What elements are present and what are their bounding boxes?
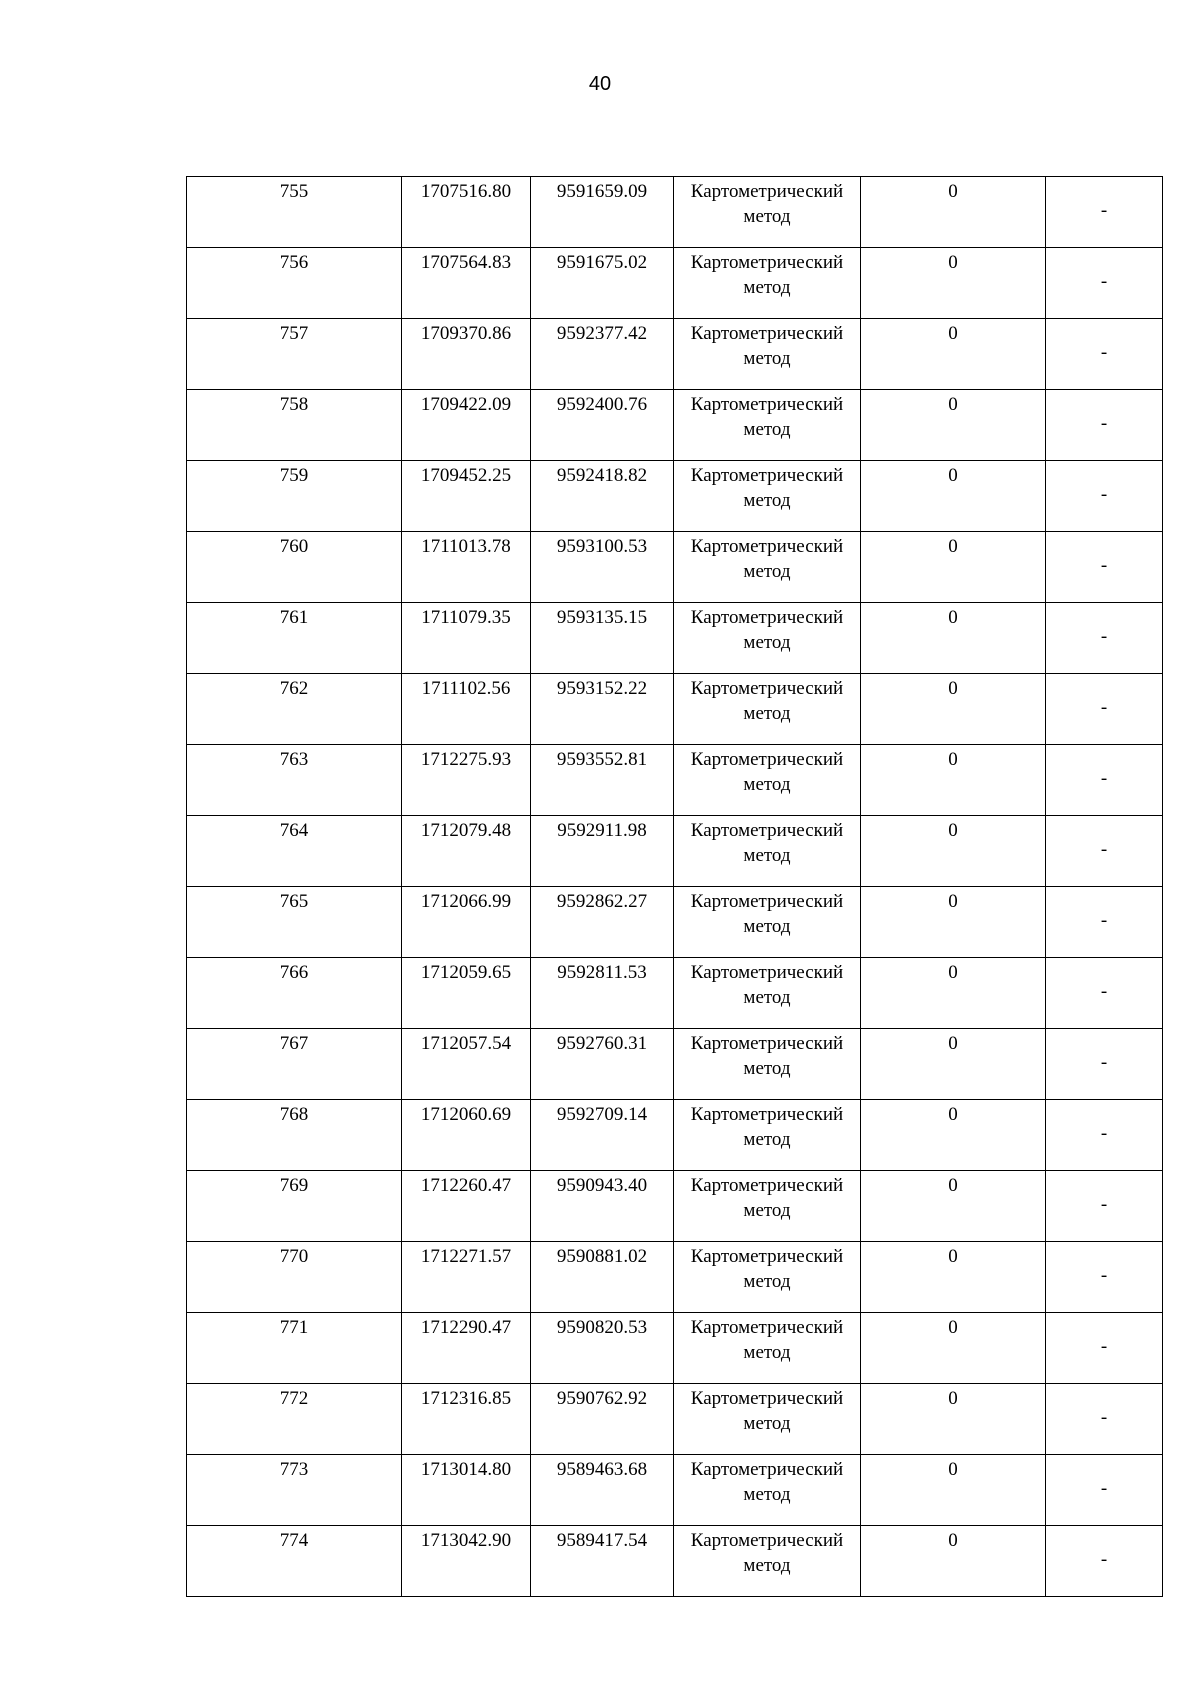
cell-text-n: 764 — [279, 820, 309, 841]
error-cell — [861, 1313, 1046, 1384]
cell-text-y: 9592760.31 — [556, 1033, 648, 1054]
cell-text-x: 1709370.86 — [420, 323, 512, 344]
point-number-cell — [187, 1242, 402, 1313]
point-number-cell — [187, 461, 402, 532]
cell-text-x: 1712066.99 — [420, 891, 512, 912]
table-row — [187, 887, 1163, 958]
table-row — [187, 1100, 1163, 1171]
method-cell — [674, 1242, 861, 1313]
point-number-cell — [187, 1171, 402, 1242]
x-coordinate-cell — [402, 177, 531, 248]
error-cell — [861, 248, 1046, 319]
x-coordinate-cell — [402, 319, 531, 390]
table-row — [187, 1313, 1163, 1384]
table-row — [187, 390, 1163, 461]
point-number-cell — [187, 887, 402, 958]
y-coordinate-cell — [531, 1100, 674, 1171]
cell-text-error: 0 — [948, 1175, 958, 1196]
cell-text-error: 0 — [948, 1104, 958, 1125]
cell-text-method: Картометрический метод — [690, 536, 844, 582]
method-cell — [674, 816, 861, 887]
cell-text-y: 9590943.40 — [556, 1175, 648, 1196]
cell-text-error: 0 — [948, 465, 958, 486]
point-number-cell — [187, 532, 402, 603]
cell-text-method: Картометрический метод — [690, 607, 844, 653]
x-coordinate-cell — [402, 958, 531, 1029]
cell-text-x: 1712290.47 — [420, 1317, 512, 1338]
cell-text-note: - — [1100, 1264, 1108, 1286]
cell-text-error: 0 — [948, 394, 958, 415]
method-cell — [674, 1384, 861, 1455]
cell-text-note: - — [1100, 980, 1108, 1002]
table-row — [187, 958, 1163, 1029]
cell-text-x: 1709452.25 — [420, 465, 512, 486]
cell-text-y: 9592418.82 — [556, 465, 648, 486]
note-cell — [1046, 1100, 1163, 1171]
method-cell — [674, 1100, 861, 1171]
note-cell — [1046, 532, 1163, 603]
cell-text-n: 755 — [279, 181, 309, 202]
cell-text-method: Картометрический метод — [690, 820, 844, 866]
cell-text-x: 1712260.47 — [420, 1175, 512, 1196]
y-coordinate-cell — [531, 674, 674, 745]
point-number-cell — [187, 1100, 402, 1171]
cell-text-n: 766 — [279, 962, 309, 983]
cell-text-method: Картометрический метод — [690, 1033, 844, 1079]
x-coordinate-cell — [402, 461, 531, 532]
error-cell — [861, 603, 1046, 674]
x-coordinate-cell — [402, 745, 531, 816]
cell-text-y: 9593552.81 — [556, 749, 648, 770]
cell-text-y: 9591675.02 — [556, 252, 648, 273]
table-row — [187, 1526, 1163, 1597]
x-coordinate-cell — [402, 1100, 531, 1171]
method-cell — [674, 1171, 861, 1242]
table-row — [187, 532, 1163, 603]
method-cell — [674, 1455, 861, 1526]
error-cell — [861, 674, 1046, 745]
cell-text-error: 0 — [948, 1459, 958, 1480]
y-coordinate-cell — [531, 816, 674, 887]
cell-text-x: 1709422.09 — [420, 394, 512, 415]
error-cell — [861, 816, 1046, 887]
cell-text-y: 9590820.53 — [556, 1317, 648, 1338]
y-coordinate-cell — [531, 461, 674, 532]
point-number-cell — [187, 1029, 402, 1100]
cell-text-n: 767 — [279, 1033, 309, 1054]
cell-text-method: Картометрический метод — [690, 252, 844, 298]
method-cell — [674, 390, 861, 461]
cell-text-y: 9592811.53 — [557, 962, 647, 983]
cell-text-x: 1712079.48 — [420, 820, 512, 841]
cell-text-error: 0 — [948, 536, 958, 557]
error-cell — [861, 1384, 1046, 1455]
cell-text-n: 762 — [279, 678, 309, 699]
cell-text-x: 1712060.69 — [420, 1104, 512, 1125]
cell-text-n: 763 — [279, 749, 309, 770]
y-coordinate-cell — [531, 1455, 674, 1526]
cell-text-method: Картометрический метод — [690, 1175, 844, 1221]
point-number-cell — [187, 958, 402, 1029]
y-coordinate-cell — [531, 1171, 674, 1242]
cell-text-note: - — [1100, 199, 1108, 221]
cell-text-method: Картометрический метод — [690, 962, 844, 1008]
cell-text-y: 9589417.54 — [556, 1530, 648, 1551]
cell-text-y: 9593135.15 — [556, 607, 648, 628]
cell-text-n: 769 — [279, 1175, 309, 1196]
y-coordinate-cell — [531, 603, 674, 674]
cell-text-x: 1713042.90 — [420, 1530, 512, 1551]
coordinates-table — [186, 176, 1163, 1597]
cell-text-note: - — [1100, 270, 1108, 292]
cell-text-error: 0 — [948, 1246, 958, 1267]
cell-text-n: 773 — [279, 1459, 309, 1480]
cell-text-x: 1711102.56 — [421, 678, 511, 699]
point-number-cell — [187, 1384, 402, 1455]
cell-text-y: 9592709.14 — [556, 1104, 648, 1125]
x-coordinate-cell — [402, 816, 531, 887]
note-cell — [1046, 177, 1163, 248]
note-cell — [1046, 1171, 1163, 1242]
cell-text-note: - — [1100, 1548, 1108, 1570]
error-cell — [861, 390, 1046, 461]
y-coordinate-cell — [531, 887, 674, 958]
cell-text-note: - — [1100, 483, 1108, 505]
table-row — [187, 1242, 1163, 1313]
cell-text-x: 1711013.78 — [421, 536, 511, 557]
point-number-cell — [187, 603, 402, 674]
note-cell — [1046, 1313, 1163, 1384]
y-coordinate-cell — [531, 958, 674, 1029]
x-coordinate-cell — [402, 1242, 531, 1313]
note-cell — [1046, 1384, 1163, 1455]
note-cell — [1046, 816, 1163, 887]
point-number-cell — [187, 177, 402, 248]
cell-text-n: 770 — [279, 1246, 309, 1267]
note-cell — [1046, 319, 1163, 390]
note-cell — [1046, 958, 1163, 1029]
point-number-cell — [187, 816, 402, 887]
table-row — [187, 674, 1163, 745]
cell-text-y: 9592377.42 — [556, 323, 648, 344]
cell-text-error: 0 — [948, 1317, 958, 1338]
cell-text-note: - — [1100, 696, 1108, 718]
method-cell — [674, 248, 861, 319]
x-coordinate-cell — [402, 674, 531, 745]
x-coordinate-cell — [402, 1029, 531, 1100]
cell-text-n: 756 — [279, 252, 309, 273]
cell-text-x: 1712316.85 — [420, 1388, 512, 1409]
cell-text-y: 9593100.53 — [556, 536, 648, 557]
cell-text-y: 9589463.68 — [556, 1459, 648, 1480]
y-coordinate-cell — [531, 745, 674, 816]
cell-text-x: 1711079.35 — [421, 607, 511, 628]
x-coordinate-cell — [402, 603, 531, 674]
cell-text-method: Картометрический метод — [690, 465, 844, 511]
note-cell — [1046, 390, 1163, 461]
cell-text-y: 9593152.22 — [556, 678, 648, 699]
note-cell — [1046, 1242, 1163, 1313]
point-number-cell — [187, 674, 402, 745]
x-coordinate-cell — [402, 1455, 531, 1526]
cell-text-method: Картометрический метод — [690, 1246, 844, 1292]
cell-text-note: - — [1100, 767, 1108, 789]
cell-text-x: 1712271.57 — [420, 1246, 512, 1267]
error-cell — [861, 319, 1046, 390]
cell-text-n: 772 — [279, 1388, 309, 1409]
x-coordinate-cell — [402, 1171, 531, 1242]
note-cell — [1046, 1029, 1163, 1100]
table-row — [187, 1455, 1163, 1526]
point-number-cell — [187, 1526, 402, 1597]
y-coordinate-cell — [531, 390, 674, 461]
cell-text-y: 9590762.92 — [556, 1388, 648, 1409]
cell-text-x: 1707516.80 — [420, 181, 512, 202]
x-coordinate-cell — [402, 532, 531, 603]
cell-text-n: 765 — [279, 891, 309, 912]
x-coordinate-cell — [402, 887, 531, 958]
y-coordinate-cell — [531, 1313, 674, 1384]
cell-text-method: Картометрический метод — [690, 1530, 844, 1576]
method-cell — [674, 674, 861, 745]
cell-text-n: 757 — [279, 323, 309, 344]
cell-text-method: Картометрический метод — [690, 678, 844, 724]
cell-text-y: 9592400.76 — [556, 394, 648, 415]
method-cell — [674, 1029, 861, 1100]
cell-text-x: 1707564.83 — [420, 252, 512, 273]
point-number-cell — [187, 248, 402, 319]
cell-text-note: - — [1100, 909, 1108, 931]
table-row — [187, 745, 1163, 816]
cell-text-note: - — [1100, 1051, 1108, 1073]
cell-text-error: 0 — [948, 962, 958, 983]
cell-text-method: Картометрический метод — [690, 323, 844, 369]
y-coordinate-cell — [531, 177, 674, 248]
cell-text-error: 0 — [948, 181, 958, 202]
cell-text-n: 760 — [279, 536, 309, 557]
point-number-cell — [187, 390, 402, 461]
method-cell — [674, 603, 861, 674]
cell-text-n: 774 — [279, 1530, 309, 1551]
error-cell — [861, 1029, 1046, 1100]
note-cell — [1046, 461, 1163, 532]
cell-text-error: 0 — [948, 323, 958, 344]
method-cell — [674, 177, 861, 248]
cell-text-x: 1712275.93 — [420, 749, 512, 770]
cell-text-note: - — [1100, 1477, 1108, 1499]
x-coordinate-cell — [402, 1313, 531, 1384]
y-coordinate-cell — [531, 319, 674, 390]
table-row — [187, 1171, 1163, 1242]
cell-text-note: - — [1100, 412, 1108, 434]
cell-text-note: - — [1100, 838, 1108, 860]
cell-text-y: 9590881.02 — [556, 1246, 648, 1267]
cell-text-note: - — [1100, 1406, 1108, 1428]
cell-text-error: 0 — [948, 607, 958, 628]
method-cell — [674, 745, 861, 816]
y-coordinate-cell — [531, 532, 674, 603]
cell-text-n: 761 — [279, 607, 309, 628]
point-number-cell — [187, 319, 402, 390]
method-cell — [674, 958, 861, 1029]
method-cell — [674, 461, 861, 532]
method-cell — [674, 1313, 861, 1384]
x-coordinate-cell — [402, 390, 531, 461]
cell-text-method: Картометрический метод — [690, 1388, 844, 1434]
cell-text-n: 768 — [279, 1104, 309, 1125]
error-cell — [861, 1455, 1046, 1526]
cell-text-error: 0 — [948, 252, 958, 273]
cell-text-x: 1712059.65 — [420, 962, 512, 983]
cell-text-method: Картометрический метод — [690, 181, 844, 227]
cell-text-note: - — [1100, 625, 1108, 647]
table-row — [187, 603, 1163, 674]
note-cell — [1046, 1526, 1163, 1597]
cell-text-note: - — [1100, 341, 1108, 363]
point-number-cell — [187, 1313, 402, 1384]
x-coordinate-cell — [402, 248, 531, 319]
cell-text-error: 0 — [948, 1530, 958, 1551]
cell-text-n: 771 — [279, 1317, 309, 1338]
cell-text-y: 9592862.27 — [556, 891, 648, 912]
error-cell — [861, 461, 1046, 532]
cell-text-error: 0 — [948, 820, 958, 841]
cell-text-n: 759 — [279, 465, 309, 486]
page-number: 40 — [588, 73, 612, 95]
y-coordinate-cell — [531, 1526, 674, 1597]
cell-text-n: 758 — [279, 394, 309, 415]
cell-text-method: Картометрический метод — [690, 749, 844, 795]
x-coordinate-cell — [402, 1384, 531, 1455]
note-cell — [1046, 603, 1163, 674]
cell-text-error: 0 — [948, 749, 958, 770]
error-cell — [861, 1100, 1046, 1171]
cell-text-error: 0 — [948, 1388, 958, 1409]
error-cell — [861, 887, 1046, 958]
table-row — [187, 248, 1163, 319]
note-cell — [1046, 887, 1163, 958]
point-number-cell — [187, 1455, 402, 1526]
cell-text-note: - — [1100, 554, 1108, 576]
cell-text-note: - — [1100, 1122, 1108, 1144]
y-coordinate-cell — [531, 1242, 674, 1313]
cell-text-y: 9592911.98 — [557, 820, 647, 841]
cell-text-method: Картометрический метод — [690, 1104, 844, 1150]
cell-text-method: Картометрический метод — [690, 1317, 844, 1363]
table-row — [187, 461, 1163, 532]
y-coordinate-cell — [531, 1029, 674, 1100]
cell-text-method: Картометрический метод — [690, 891, 844, 937]
note-cell — [1046, 745, 1163, 816]
cell-text-x: 1713014.80 — [420, 1459, 512, 1480]
method-cell — [674, 532, 861, 603]
error-cell — [861, 958, 1046, 1029]
cell-text-error: 0 — [948, 678, 958, 699]
cell-text-note: - — [1100, 1193, 1108, 1215]
error-cell — [861, 745, 1046, 816]
cell-text-x: 1712057.54 — [420, 1033, 512, 1054]
table-row — [187, 319, 1163, 390]
note-cell — [1046, 248, 1163, 319]
cell-text-method: Картометрический метод — [690, 1459, 844, 1505]
error-cell — [861, 1171, 1046, 1242]
error-cell — [861, 1526, 1046, 1597]
error-cell — [861, 177, 1046, 248]
note-cell — [1046, 674, 1163, 745]
cell-text-y: 9591659.09 — [556, 181, 648, 202]
table-row — [187, 177, 1163, 248]
method-cell — [674, 319, 861, 390]
table-row — [187, 816, 1163, 887]
point-number-cell — [187, 745, 402, 816]
cell-text-error: 0 — [948, 1033, 958, 1054]
cell-text-error: 0 — [948, 891, 958, 912]
method-cell — [674, 1526, 861, 1597]
note-cell — [1046, 1455, 1163, 1526]
error-cell — [861, 532, 1046, 603]
method-cell — [674, 887, 861, 958]
table-row — [187, 1384, 1163, 1455]
error-cell — [861, 1242, 1046, 1313]
table-body — [187, 177, 1163, 1597]
y-coordinate-cell — [531, 248, 674, 319]
cell-text-note: - — [1100, 1335, 1108, 1357]
y-coordinate-cell — [531, 1384, 674, 1455]
x-coordinate-cell — [402, 1526, 531, 1597]
table-row — [187, 1029, 1163, 1100]
cell-text-method: Картометрический метод — [690, 394, 844, 440]
